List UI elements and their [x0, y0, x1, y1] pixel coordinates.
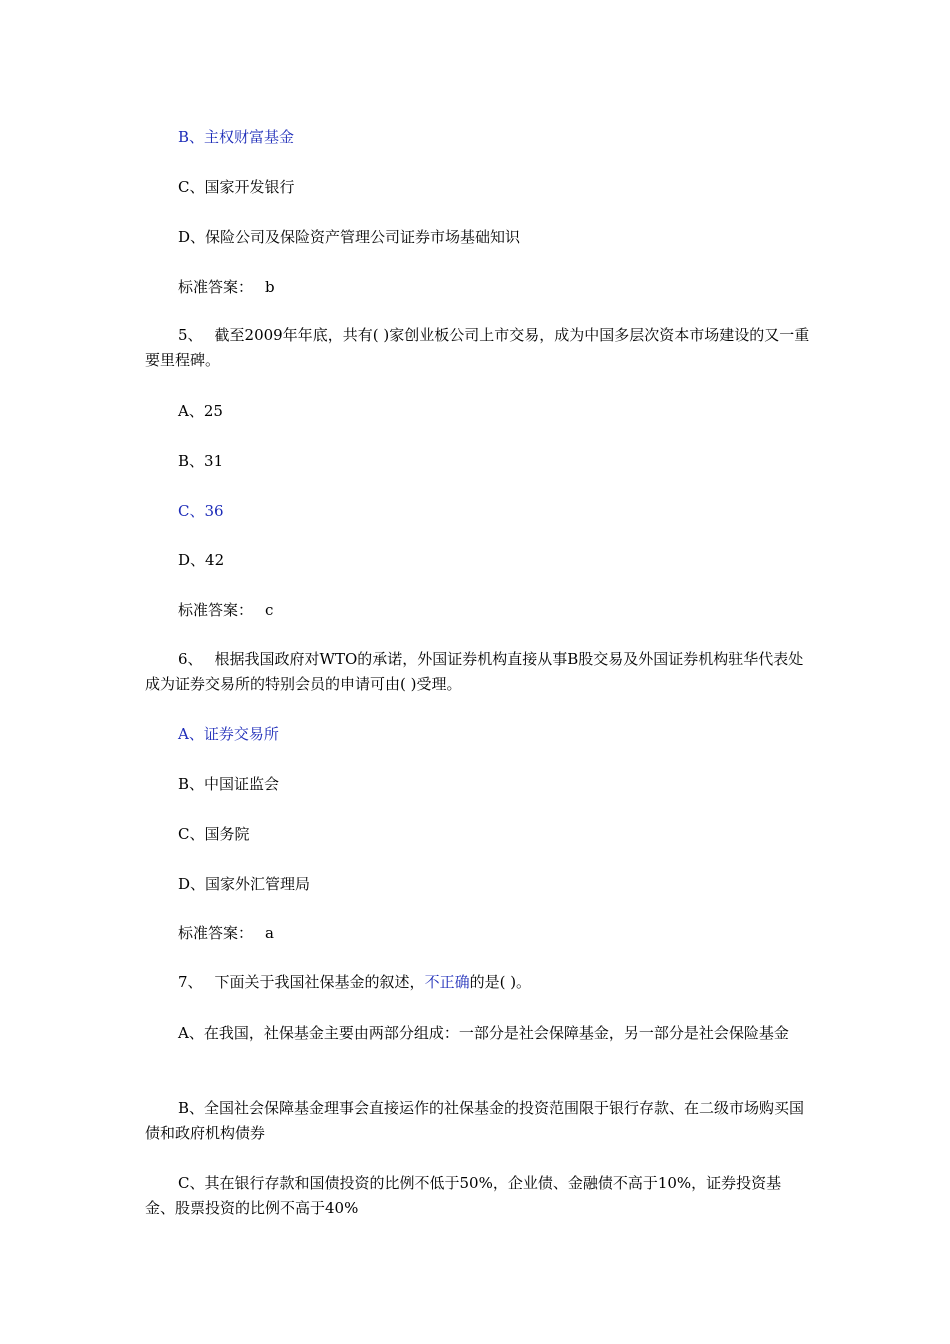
- q6-number: 6、: [178, 650, 203, 668]
- q7-question: [145, 970, 810, 995]
- q7-text-before: 下面关于我国社保基金的叙述，: [214, 973, 425, 991]
- q6-option-d: D、国家外汇管理局: [178, 875, 311, 893]
- q4-option-d: D、保险公司及保险资产管理公司证券市场基础知识: [178, 228, 521, 246]
- q7-text-after: 的是( )。: [469, 973, 532, 991]
- q7-option-a: A、在我国，社保基金主要由两部分组成：一部分是社会保障基金，另一部分是社会保险基金: [178, 1024, 789, 1042]
- q6-answer-label: 标准答案：: [178, 924, 254, 942]
- q6-option-b: B、中国证监会: [178, 775, 280, 793]
- q6-question: [145, 647, 810, 697]
- q5-number: 5、: [178, 326, 203, 344]
- q5-question: [145, 323, 810, 373]
- q7-number: 7、: [178, 973, 203, 991]
- q6-text: 根据我国政府对WTO的承诺，外国证券机构直接从事B股交易及外国证券机构驻华代表处成为证券交易所的特别会员的申请可由( )受理。: [145, 650, 804, 693]
- q5-option-d: D、42: [178, 551, 225, 569]
- q5-answer: [178, 600, 273, 620]
- q4-option-b: B、主权财富基金: [178, 128, 295, 146]
- q7-option-c: C、其在银行存款和国债投资的比例不低于50%，企业债、金融债不高于10%，证券投资基金、股票投资的比例不高于40%: [145, 1174, 782, 1217]
- q7-text-highlight: 不正确: [424, 973, 470, 991]
- q4-answer-label: 标准答案：: [178, 278, 254, 296]
- q6-answer-value: a: [265, 924, 274, 942]
- q5-text: 截至2009年年底，共有( )家创业板公司上市交易，成为中国多层次资本市场建设的又一重要里程碑。: [145, 326, 810, 369]
- q4-option-c: C、国家开发银行: [178, 178, 295, 196]
- q6-option-c: C、国务院: [178, 825, 250, 843]
- q4-answer-value: b: [265, 278, 275, 296]
- q6-answer: [178, 923, 274, 943]
- q4-answer: [178, 277, 275, 297]
- q5-answer-label: 标准答案：: [178, 601, 254, 619]
- q5-option-c: C、36: [178, 502, 224, 520]
- q7-option-b: B、全国社会保障基金理事会直接运作的社保基金的投资范围限于银行存款、在二级市场购买国债和政府机构债券: [145, 1099, 805, 1142]
- q5-answer-value: c: [265, 601, 274, 619]
- q6-option-a: A、证券交易所: [178, 725, 279, 743]
- q5-option-a: A、25: [178, 402, 223, 420]
- q5-option-b: B、31: [178, 452, 224, 470]
